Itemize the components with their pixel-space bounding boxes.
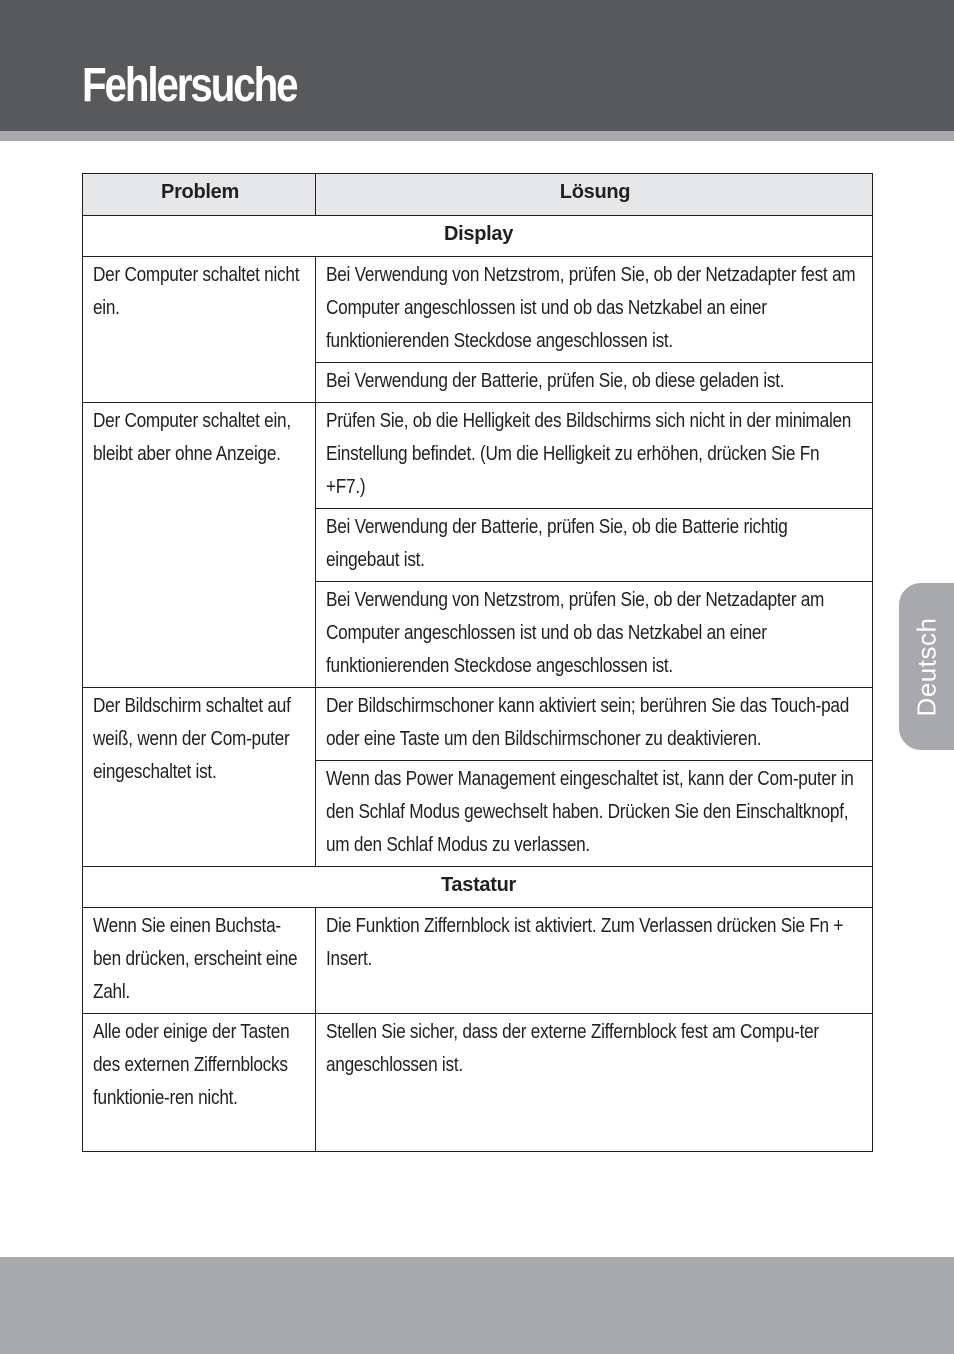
page-header: [0, 0, 954, 131]
page-title: Fehlersuche: [82, 59, 297, 112]
solution-text: Prüfen Sie, ob die Helligkeit des Bildschirms sich nicht in der minimalen Einstellung befindet. (Um die Helligkeit zu erhöhen, drücken Sie Fn +F7.): [326, 410, 852, 498]
problem-cell: [83, 257, 316, 403]
column-header-solution: Lösung: [316, 174, 873, 216]
language-tab: [899, 583, 954, 750]
table-row: [83, 257, 873, 363]
solution-cell: [316, 688, 873, 761]
solution-text: Bei Verwendung von Netzstrom, prüfen Sie, ob der Netzadapter fest am Computer angeschlossen ist und ob das Netzkabel an einer funktionierenden Steckdose angeschlossen ist.: [326, 264, 856, 352]
problem-cell: [83, 688, 316, 867]
column-header-problem: Problem: [83, 174, 316, 216]
solution-text: Stellen Sie sicher, dass der externe Ziffernblock fest am Compu-ter angeschlossen ist.: [326, 1021, 819, 1076]
table-row: [83, 908, 873, 1014]
table-header-row: [83, 174, 873, 216]
problem-text: Der Computer schaltet nicht ein.: [93, 264, 300, 319]
solution-text: Bei Verwendung der Batterie, prüfen Sie, ob die Batterie richtig eingebaut ist.: [326, 516, 788, 571]
language-tab-label: Deutsch: [911, 617, 941, 716]
solution-cell: [316, 761, 873, 867]
section-title: Display: [83, 216, 873, 257]
section-title: Tastatur: [83, 867, 873, 908]
problem-text: Der Computer schaltet ein, bleibt aber ohne Anzeige.: [93, 410, 291, 465]
solution-cell: [316, 1014, 873, 1152]
solution-cell: [316, 509, 873, 582]
solution-text: Wenn das Power Management eingeschaltet ist, kann der Com-puter in den Schlaf Modus gewechselt haben. Drücken Sie den Einschaltknopf, um den Schlaf Modus zu verlassen.: [326, 768, 854, 856]
problem-cell: [83, 403, 316, 688]
table-row: [83, 688, 873, 761]
section-row-display: [83, 216, 873, 257]
solution-cell: [316, 908, 873, 1014]
solution-cell: [316, 257, 873, 363]
solution-text: Der Bildschirmschoner kann aktiviert sein; berühren Sie das Touch-pad oder eine Taste um den Bildschirmschoner zu deaktivieren.: [326, 695, 850, 750]
problem-text: Der Bildschirm schaltet auf weiß, wenn der Com-puter eingeschaltet ist.: [93, 695, 291, 783]
page-footer: [0, 1257, 954, 1354]
problem-text: Wenn Sie einen Buchsta-ben drücken, erscheint eine Zahl.: [93, 915, 298, 1003]
problem-cell: [83, 1014, 316, 1152]
solution-text: Bei Verwendung von Netzstrom, prüfen Sie, ob der Netzadapter am Computer angeschlossen ist und ob das Netzkabel an einer funktionierenden Steckdose angeschlossen ist.: [326, 589, 825, 677]
solution-cell: [316, 403, 873, 509]
problem-text: Alle oder einige der Tasten des externen Ziffernblocks funktionie-ren nicht.: [93, 1021, 290, 1109]
solution-text: Bei Verwendung der Batterie, prüfen Sie, ob diese geladen ist.: [326, 370, 785, 392]
solution-cell: [316, 363, 873, 403]
solution-text: Die Funktion Ziffernblock ist aktiviert. Zum Verlassen drücken Sie Fn + Insert.: [326, 915, 844, 970]
troubleshooting-table: [82, 173, 873, 1152]
problem-cell: [83, 908, 316, 1014]
table-row: [83, 403, 873, 509]
header-stripe: [0, 131, 954, 141]
section-row-keyboard: [83, 867, 873, 908]
solution-cell: [316, 582, 873, 688]
table-row: [83, 1014, 873, 1152]
